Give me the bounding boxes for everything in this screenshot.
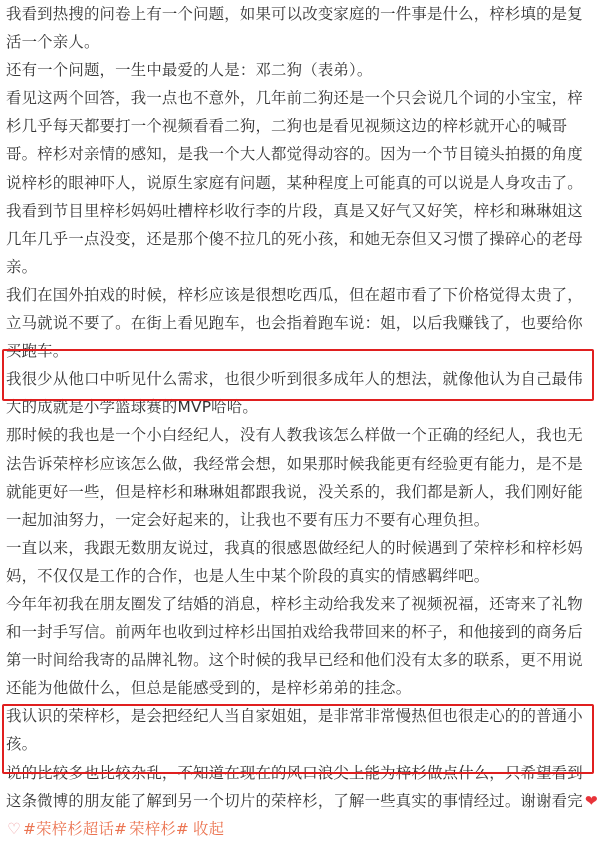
paragraph-11-highlighted xyxy=(6,759,598,843)
post-body xyxy=(6,0,598,843)
paragraph-8: 一直以来，我跟无数朋友说过，我真的很感恩做经纪人的时候遇到了荣梓杉和梓杉妈妈，不仅仅是工作的合作，也是人生中某个阶段的真实的情感羁绊吧。 xyxy=(6,538,583,585)
hashtag-chaohua-link[interactable]: #荣梓杉超话# xyxy=(23,819,128,838)
pink-heart-icon: ♡ xyxy=(7,819,21,838)
red-heart-icon: ❤ xyxy=(584,791,598,810)
paragraph-11-text: 说的比较多也比较杂乱，不知道在现在的风口浪尖上能为梓杉做点什么，只希望看到这条微博的朋友能了解到另一个切片的荣梓杉，了解一些真实的事情经过。谢谢看完 xyxy=(6,763,583,810)
hashtag-rongzishan-link[interactable]: 荣梓杉# xyxy=(129,819,190,838)
paragraph-5: 我们在国外拍戏的时候，梓杉应该是很想吃西瓜，但在超市看了下价格觉得太贵了，立马就说不要了。在街上看见跑车，也会指着跑车说：姐，以后我赚钱了，也要给你买跑车。 xyxy=(6,285,583,361)
paragraph-9: 今年年初我在朋友圈发了结婚的消息，梓杉主动给我发来了视频祝福，还寄来了礼物和一封手写信。前两年也收到过梓杉出国拍戏给我带回来的杯子，和他接到的商务后第一时间给我寄的品牌礼物。这个时候的我早已经和他们没有太多的联系，更不用说还能为他做什么，但总是能感受到的，是梓杉弟弟的挂念。 xyxy=(6,594,583,698)
paragraph-1: 我看到热搜的问卷上有一个问题，如果可以改变家庭的一件事是什么，梓杉填的是复活一个亲人。 xyxy=(6,5,583,52)
paragraph-10: 我认识的荣梓杉，是会把经纪人当自家姐姐，是非常非常慢热但也很走心的的普通小孩。 xyxy=(6,707,583,754)
collapse-link[interactable]: 收起 xyxy=(193,819,225,838)
paragraph-2: 还有一个问题，一生中最爱的人是：邓二狗（表弟）。 xyxy=(6,61,373,80)
paragraph-7: 那时候的我也是一个小白经纪人，没有人教我该怎么样做一个正确的经纪人，我也无法告诉荣梓杉应该怎么做，我经常会想，如果那时候我能更有经验更有能力，是不是就能更好一些，但是梓杉和琳琳姐都跟我说，没关系的，我们都是新人，我们刚好能一起加油努力，一定会好起来的，让我也不要有压力不要有心理负担。 xyxy=(6,426,583,529)
paragraph-3: 看见这两个回答，我一点也不意外，几年前二狗还是一个只会说几个词的小宝宝，梓杉几乎每天都要打一个视频看看二狗，二狗也是看见视频这边的梓杉就开心的喊哥哥。梓杉对亲情的感知，是我一个大人都觉得动容的。因为一个节目镜头拍摄的角度说梓杉的眼神吓人，说原生家庭有问题，某种程度上可能真的可以说是人身攻击了。 xyxy=(6,89,583,192)
paragraph-6-highlighted: 我很少从他口中听见什么需求，也很少听到很多成年人的想法，就像他认为自己最伟大的成就是小学篮球赛的MVP哈哈。 xyxy=(6,370,583,417)
paragraph-4: 我看到节目里梓杉妈妈吐槽梓杉收行李的片段，真是又好气又好笑，梓杉和琳琳姐这几年几乎一点没变，还是那个傻不拉几的死小孩，和她无奈但又习惯了操碎心的老母亲。 xyxy=(6,201,583,276)
